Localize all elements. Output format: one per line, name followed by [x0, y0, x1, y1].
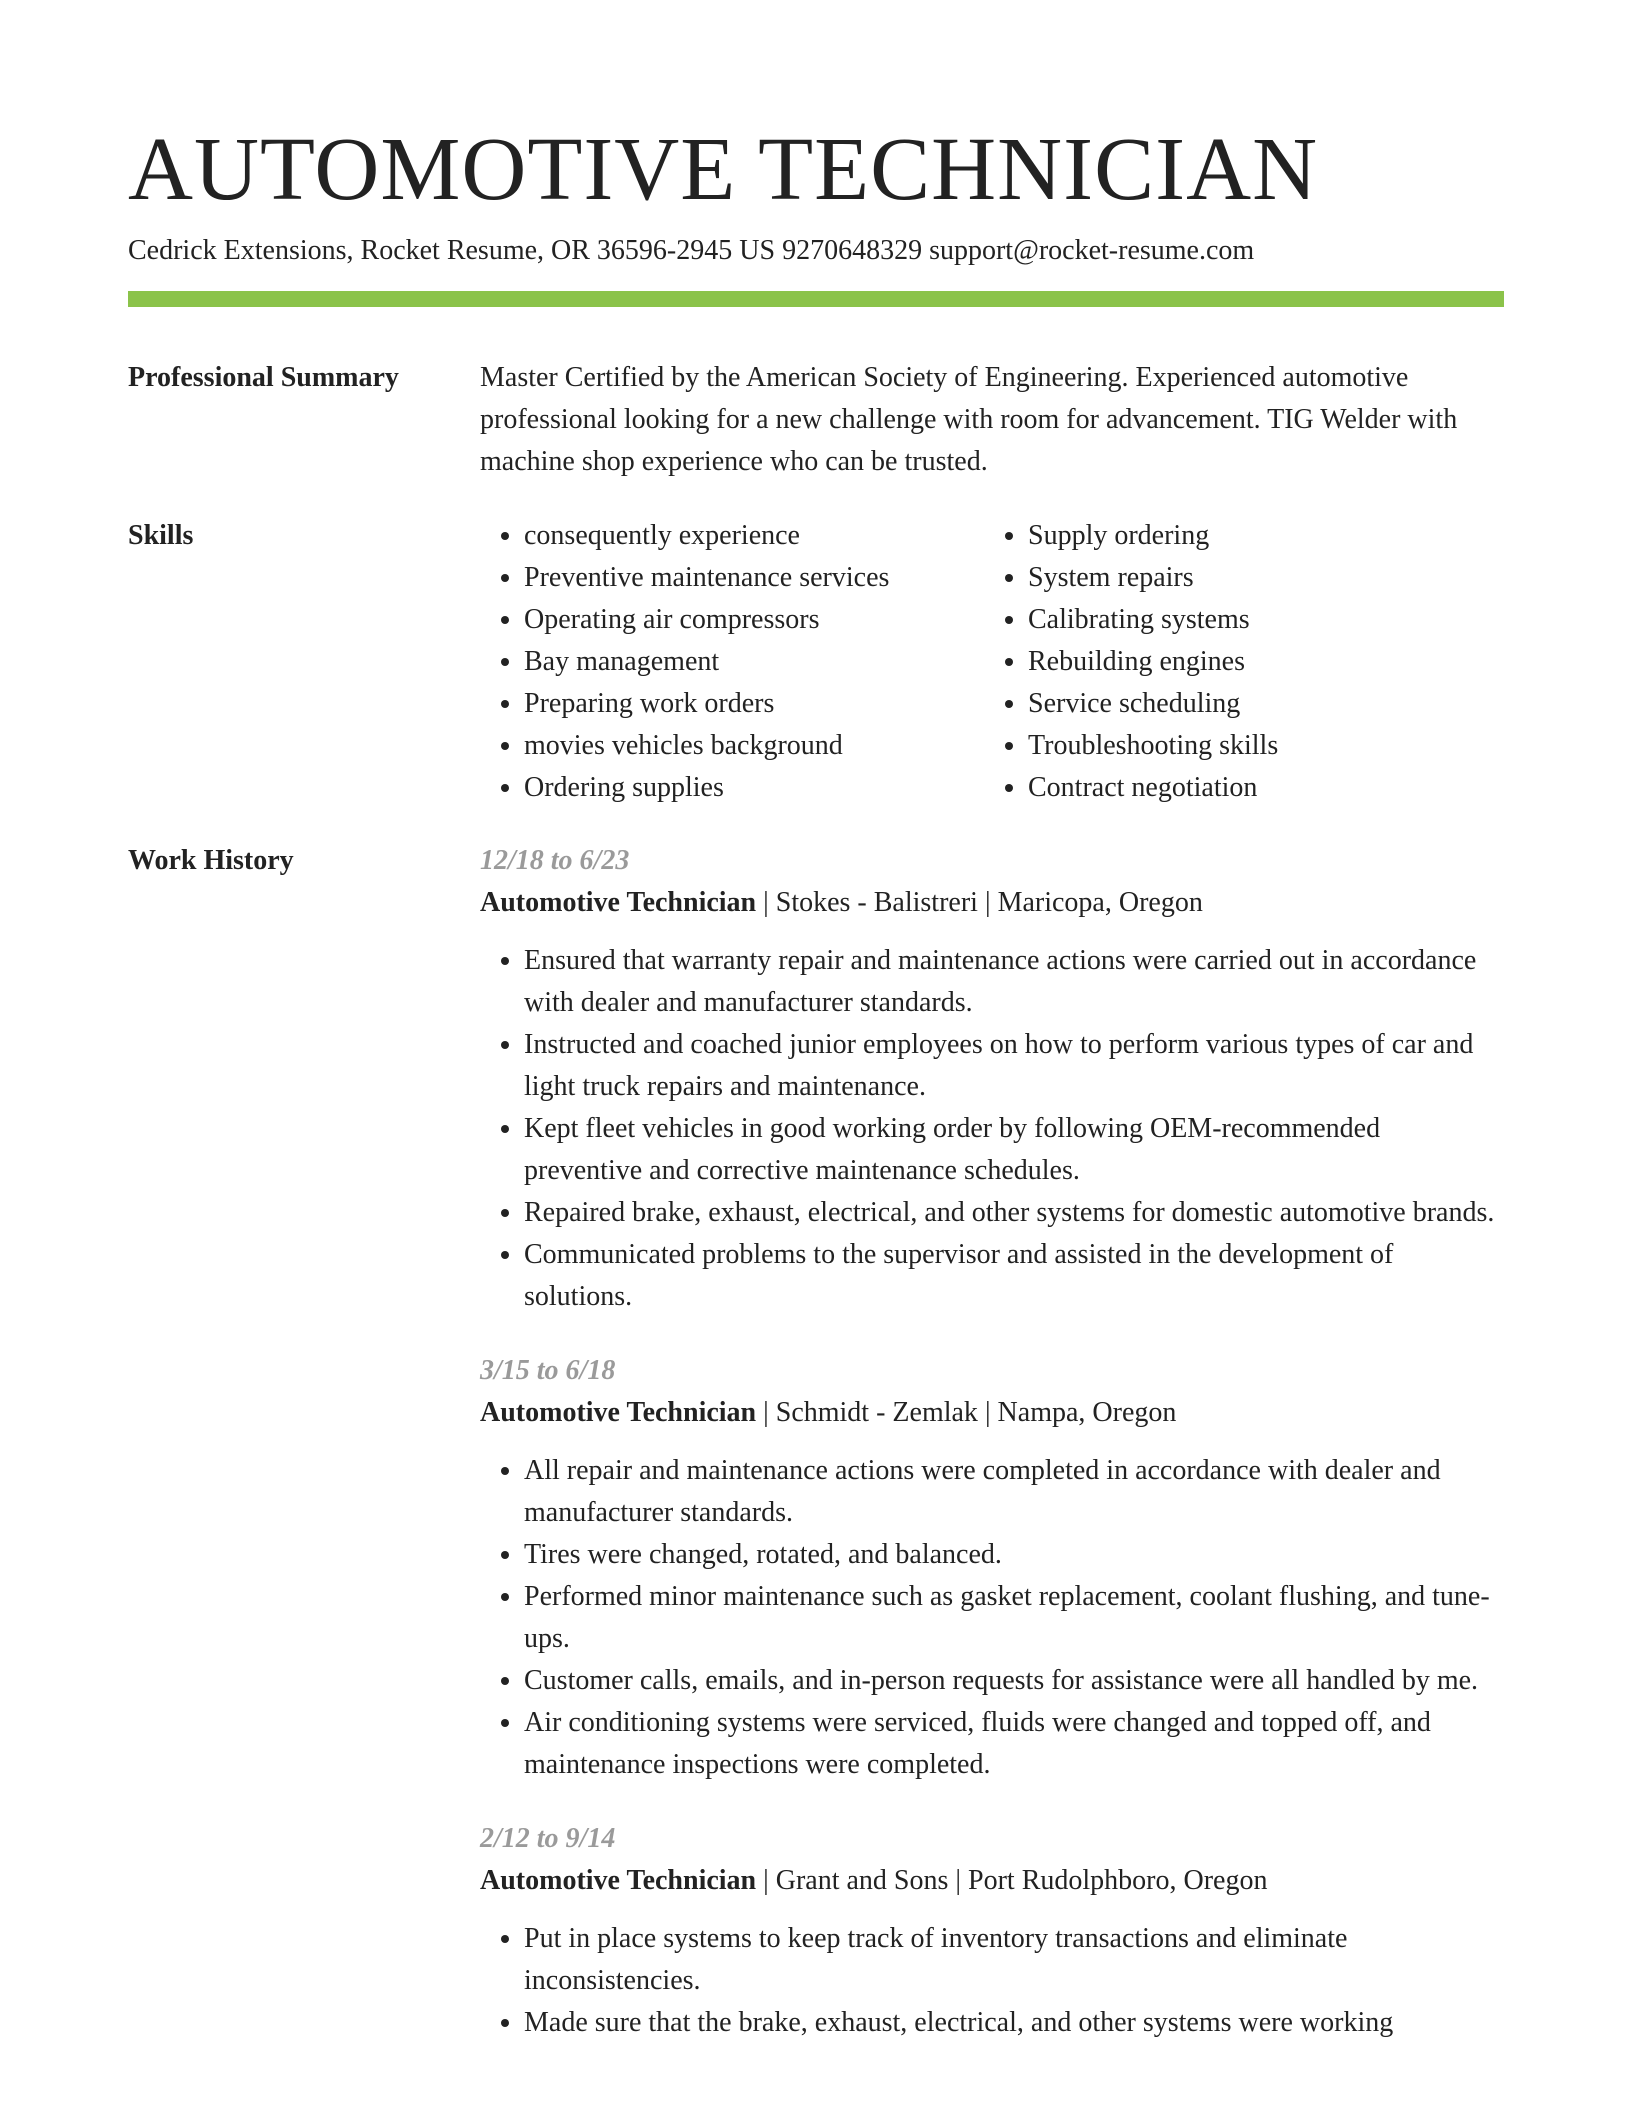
job-dates: 2/12 to 9/14 [480, 1823, 616, 1854]
skill-item: • Ordering supplies [524, 767, 984, 809]
skill-item: • Preparing work orders [524, 683, 984, 725]
resume-header [128, 120, 1504, 307]
job-location: Port Rudolphboro, Oregon [968, 1865, 1268, 1896]
work-history-section [128, 840, 1504, 2044]
job-entry [480, 1818, 1504, 2044]
job-entry [480, 840, 1504, 1318]
skills-section [128, 515, 1504, 809]
job-bullet: • Kept fleet vehicles in good working order by following OEM-recommended preventive and corrective maintenance schedules. [524, 1108, 1504, 1192]
professional-summary-section [128, 357, 1504, 483]
job-heading: Automotive Technician | Schmidt - Zemlak | Nampa, Oregon [480, 1397, 1177, 1428]
skill-item: • Operating air compressors [524, 599, 984, 641]
contact-line [128, 233, 1504, 269]
job-dates: 12/18 to 6/23 [480, 845, 630, 876]
job-bullet: • Made sure that the brake, exhaust, electrical, and other systems were working [524, 2002, 1504, 2044]
job-company: Grant and Sons [775, 1865, 949, 1896]
section-label-summary: Professional Summary [128, 362, 399, 393]
job-bullet: • Repaired brake, exhaust, electrical, and other systems for domestic automotive brands. [524, 1192, 1504, 1234]
job-heading: Automotive Technician | Stokes - Balistreri | Maricopa, Oregon [480, 887, 1203, 918]
job-bullet: • Put in place systems to keep track of inventory transactions and eliminate inconsistencies. [524, 1918, 1504, 2002]
job-responsibilities [480, 1450, 1504, 1786]
contact-phone: 9270648329 [782, 235, 923, 266]
skill-item: • Calibrating systems [1028, 599, 1448, 641]
skill-item: • movies vehicles background [524, 725, 984, 767]
skill-item: • System repairs [1028, 557, 1448, 599]
skill-item: • Troubleshooting skills [1028, 725, 1448, 767]
skills-columns [480, 515, 1504, 809]
job-location: Maricopa, Oregon [997, 887, 1203, 918]
job-entry [480, 1350, 1504, 1786]
skill-item: • Supply ordering [1028, 515, 1448, 557]
job-bullet: • Ensured that warranty repair and maintenance actions were carried out in accordance with dealer and manufacturer standards. [524, 940, 1504, 1024]
skill-item: • Service scheduling [1028, 683, 1448, 725]
job-company: Schmidt - Zemlak [775, 1397, 978, 1428]
skill-item: • Bay management [524, 641, 984, 683]
job-responsibilities [480, 940, 1504, 1318]
skill-item: • consequently experience [524, 515, 984, 557]
job-heading: Automotive Technician | Grant and Sons | Port Rudolphboro, Oregon [480, 1865, 1268, 1896]
job-bullet: • Tires were changed, rotated, and balanced. [524, 1534, 1504, 1576]
job-dates: 3/15 to 6/18 [480, 1355, 616, 1386]
contact-address: Cedrick Extensions, Rocket Resume, OR 36596-2945 US [128, 235, 776, 266]
section-label-skills: Skills [128, 520, 194, 551]
skill-item: • Preventive maintenance services [524, 557, 984, 599]
job-bullet: • All repair and maintenance actions were completed in accordance with dealer and manufacturer standards. [524, 1450, 1504, 1534]
job-bullet: • Performed minor maintenance such as gasket replacement, coolant flushing, and tune-ups. [524, 1576, 1504, 1660]
job-bullet: • Air conditioning systems were serviced, fluids were changed and topped off, and maintenance inspections were completed. [524, 1702, 1504, 1786]
job-location: Nampa, Oregon [997, 1397, 1177, 1428]
job-company: Stokes - Balistreri [775, 887, 978, 918]
job-title: Automotive Technician [480, 887, 757, 918]
skills-list-column-2 [984, 515, 1448, 809]
job-title: Automotive Technician [480, 1397, 757, 1428]
contact-email: support@rocket-resume.com [929, 235, 1255, 266]
job-bullet: • Instructed and coached junior employees on how to perform various types of car and light truck repairs and maintenance. [524, 1024, 1504, 1108]
resume-page [128, 120, 1504, 2044]
job-bullet: • Customer calls, emails, and in-person requests for assistance were all handled by me. [524, 1660, 1504, 1702]
job-bullet: • Communicated problems to the supervisor and assisted in the development of solutions. [524, 1234, 1504, 1318]
skill-item: • Contract negotiation [1028, 767, 1448, 809]
header-divider [128, 291, 1504, 307]
skill-item: • Rebuilding engines [1028, 641, 1448, 683]
skills-list-column-1 [480, 515, 984, 809]
summary-text: Master Certified by the American Society of Engineering. Experienced automotive professional looking for a new challenge with room for advancement. TIG Welder with machine shop experience who can be trusted. [480, 362, 1458, 477]
work-history-entries [480, 840, 1504, 2044]
resume-title: AUTOMOTIVE TECHNICIAN [128, 120, 1319, 219]
job-responsibilities [480, 1918, 1504, 2044]
section-label-work-history: Work History [128, 845, 294, 876]
job-title: Automotive Technician [480, 1865, 757, 1896]
